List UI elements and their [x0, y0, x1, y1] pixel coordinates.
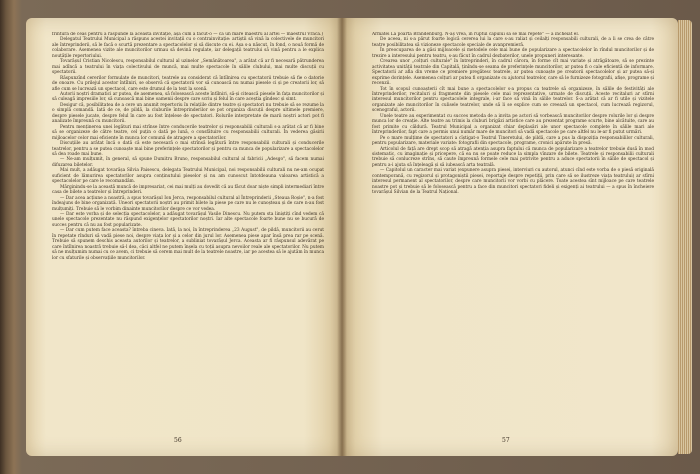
left-paragraph: Delegatul Teatrului Municipal a răspuns acestei invitații cu o contrainvitație: artiștii să vină la colectivele de muncitori ale întreprinderii, să le facă o scurtă prezentare a spectacolelor și să discute cu ei. Așa s-a născut, în fond, o nouă formă de colaborare. Asemenea vizite ale muncitorilor urmau să devină regulate, iar delegații teatrului să vină pentru a le explica noutățile repertoriului. [52, 37, 324, 59]
right-paragraph: De aceea, ni s-a părut foarte logică cererea lui la care s-au raliat și ceilalți responsabili culturali, de a li se crea de către teatre posibilitatea să vizioneze spectacole speciale de avanpremieră. [372, 37, 654, 48]
right-paragraph: Pe o mare mulțime de spectatori a cîștigat-o Teatrul Tineretului, de pildă, care a pus la dispoziția responsabililor culturali, pentru popularizare, materiale variate: fotografii din spectacole, programe, cronici apărute în presă. [372, 135, 654, 147]
right-paragraph: — Capitolul un caracter mai variat (expunere asupra piesei, interviuri cu autorul, atunci cînd este vorba de o piesă originală contemporană, cu regizorul și protagoniștii piesei, reportaje despre repetiții, prin care să se ilustreze viața teatrului) ar stîrni interesul permanent al spectatorilor, despre care muncitorii vor vorbi cu plăcere. Toate acestea sînt mijloace pe care teatrele noastre pot și trebuie să le folosească pentru a face din muncitori spectatori fideli și exigenți ai teatrului — a spus în încheiere tovarășul Silvian de la Teatrul Național. [372, 168, 654, 196]
left-paragraph: Autorii noștri dramatici ar putea, de asemenea, să folosească aceste întîlniri, să-și citească piesele în fața muncitorilor și să culeagă impresiile lor, să cunoască mai bine oamenii despre care scriu și felul în care aceștia gîndesc și simt. [52, 91, 324, 103]
right-paragraph: În preocuparea de a găsi mijloacele și metodele cele mai bune de popularizare a spectacolelor în rîndul muncitorilor și de trezire a interesului pentru teatru, s-au făcut în cadrul dezbaterilor, unele propuneri interesante. [372, 48, 654, 59]
left-paragraph: Mai mult, a adăugat tovarășa Silvia Paisescu, delegata Teatrului Municipal, noi responsabilii culturali nu ne-am ocupat suficient de lămurirea spectatorilor asupra conținutului pieselor și nu am cunoscut întotdeauna valoarea artistică a spectacolelor pe care le recomandăm. [52, 168, 324, 185]
right-page [342, 18, 678, 456]
left-paragraph: frîntură de ceas pentru a răspunde la această invitație, așa cum a făcut-o — ca un mare maestru al artei — maestrul Vraca.) [52, 32, 323, 37]
left-paragraph: — Dar cum putem face aceasta? întreba cineva. Iată, la noi, în întreprinderea „23 August", de pildă, muncitorii au cerut în repetate rînduri să vadă piese noi, despre viața lor și a celor din jurul lor. Asemenea piese apar însă prea rar pe scenă. Trebuie să spunem deschis aceasta autorilor și teatrelor, a subliniat tovarășul Jerca. Aceasta ar fi răspunsul adevărat pe care întîlnirea noastră trebuie să-l dea, căci altfel ne putem înșela cu toții asupra nevoilor reale ale spectatorilor. Nu putem să ne mulțumim numai cu ce avem, ci trebuie să cerem mai mult de la teatrele noastre, iar pe acestea să le ajutăm în munca lor cu sfaturile și observațiile muncitorilor. [52, 228, 324, 261]
right-page-number: 57 [502, 437, 510, 444]
right-paragraph: Crearea unor „colțuri culturale" în întreprinderi, în cadrul cărora, în forme cît mai variate și atrăgătoare, să se prezinte activitatea unității teatrale din Capitală, ținîndu-se seama de preferințele muncitorilor, ar putea fi o cale eficientă de informare. Spectatorii ar afla din vreme ce premiere pregătesc teatrele, ar putea cunoaște pe creatorii spectacolelor și ar putea să-și exprime dorințele. Asemenea colțuri ar putea fi organizate cu ajutorul teatrelor, care să le furnizeze fotografii, afișe, programe și recenzii. [372, 59, 654, 87]
left-page-text [52, 32, 324, 438]
left-paragraph: — Dar acea acțiune a noastră, a spus tovarășul Ion Jerca, responsabilul cultural al Întreprinderii „Steaua Roșie", n-a fost îndeajuns de bine organizată. Uneori spectatorii noștri au primit bilete la piese pe care nu le cunoșteau și de care n-au fost mulțumiți. Trebuie să le vorbim dinainte muncitorilor despre ce vor vedea. [52, 195, 324, 212]
left-page-number: 56 [174, 437, 182, 444]
left-paragraph: Mărginindu-se la această muncă de impresariat, cei mai mulți au dovedit că au făcut doar niște simpli intermediari între casa de bilete a teatrelor și întreprinderi. [52, 184, 324, 196]
right-paragraph: Articolul de față are drept scop să atragă atenția asupra faptului că munca de popularizare a teatrelor trebuie dusă în mod sistematic, cu imaginație și pricepere, că ea nu se poate reduce la simpla vînzare de bilete. Teatrele și responsabilii culturali trebuie să conlucreze strîns, să caute împreună formele cele mai potrivite pentru a aduce spectatorii în sălile de spectacol și pentru a-i ajuta să înțeleagă și să iubească arta teatrală. [372, 146, 654, 168]
right-page-text [372, 32, 654, 438]
right-paragraph: Tot în scopul cunoașterii cît mai bune a spectacolelor s-a propus ca teatrele să organizeze, în sălile de festivități ale întreprinderilor, recitaluri și fragmente din piesele cele mai reprezentative, urmate de discuții. Aceste recitaluri ar stîrni interesul muncitorilor pentru spectacolele integrale, i-ar face să vină în sălile teatrelor. S-a arătat că ar fi utile și vizitele organizate ale muncitorilor în culisele teatrelor, unde să li se explice cum se creează un spectacol, cum lucrează regizorul, scenograful, actorii. [372, 86, 654, 114]
left-paragraph: Desigur că, posibilitatea de a cere un anumit repertoriu în relațiile dintre teatre și spectatori nu trebuie să se rezume la o simplă comandă. Iată de ce, de pildă, la cluburile întreprinderilor se pot organiza discuții despre ultimele premiere, despre piesele jucate, despre felul în care au fost înțelese de spectatori. Rolurile interpretate de marii noștri actori pot fi analizate împreună cu muncitorii. [52, 102, 324, 125]
left-page [26, 18, 342, 456]
left-paragraph: — Ne-am mulțumit, în general, să spune Dumitru Bruno, responsabilul cultural al fabricii „Adesgo", să facem numai difuzarea biletelor. [52, 157, 324, 168]
left-paragraph: Răspunzînd cererilor formulate de muncitori, teatrele au considerat că întîlnirea cu spectatorii trebuie să fie o datorie de onoare. Cu prilejul acestor întîlniri, se observă că spectatorii vor să cunoască nu numai piesele ci și pe creatorii lor, să afle cum se lucrează un spectacol, care este drumul de la text la scenă. [52, 75, 324, 92]
left-paragraph: — Dar este vorba și de selecția spectacolelor, a adăugat tovarășul Vasile Dinescu. Nu putem sta liniștiți cînd vedem că unele spectacole prezentate nu răspund exigențelor spectatorilor noștri. Iar alte spectacole foarte bune nu se bucură de succes pentru că nu au fost popularizate. [52, 211, 324, 228]
left-paragraph: Tovarășul Cristian Nicolescu, responsabilul cultural al uzinelor „Semănătoarea", a arătat că ar fi necesară pătrunderea mai adîncă a teatrului în viața colectivului de muncă, mai multe spectacole în sălile clubului, mai multe discuții cu spectatorii. [52, 59, 324, 76]
book-gutter [337, 18, 347, 456]
right-paragraph: Unele teatre au experimentat cu succes metoda de a invita pe actori să vorbească muncitorilor despre rolurile lor și despre munca lor de creație. Alte teatre au trimis la cluburi brigăzi artistice care au prezentat programe scurte, bine alcătuite, care au fost primite cu căldură. Teatrul Municipal a organizat chiar deplasări ale unor spectacole complete în sălile mari ale întreprinderilor, fapt care a permis unui număr mare de muncitori să vadă spectacole pe care altfel nu le-ar fi putut urmări. [372, 113, 654, 136]
left-paragraph: Discuțiile au arătat încă o dată că este necesară o mai strînsă legătură între responsabilii culturali și conducerile teatrelor, pentru a se putea cunoaște mai bine preferințele spectatorilor și pentru ca munca de popularizare a spectacolelor să dea roade mai bune. [52, 141, 324, 157]
page-edges [678, 20, 692, 454]
left-paragraph: Pentru menținerea unei legături mai strînse între conducerile teatrelor și responsabilii culturali s-a arătat că ar fi bine să se organizeze de către teatre, cel puțin o dată pe lună, o consfătuire cu responsabilii culturali. În vederea găsirii mijloacelor celor mai eficiente în munca lor comună de atragere a spectatorilor. [52, 124, 324, 141]
right-paragraph: Armatei La poarta Brandenburg. N-aș vrea, în ruptul capului să se mai repete" — a încheiat el. [372, 32, 580, 37]
